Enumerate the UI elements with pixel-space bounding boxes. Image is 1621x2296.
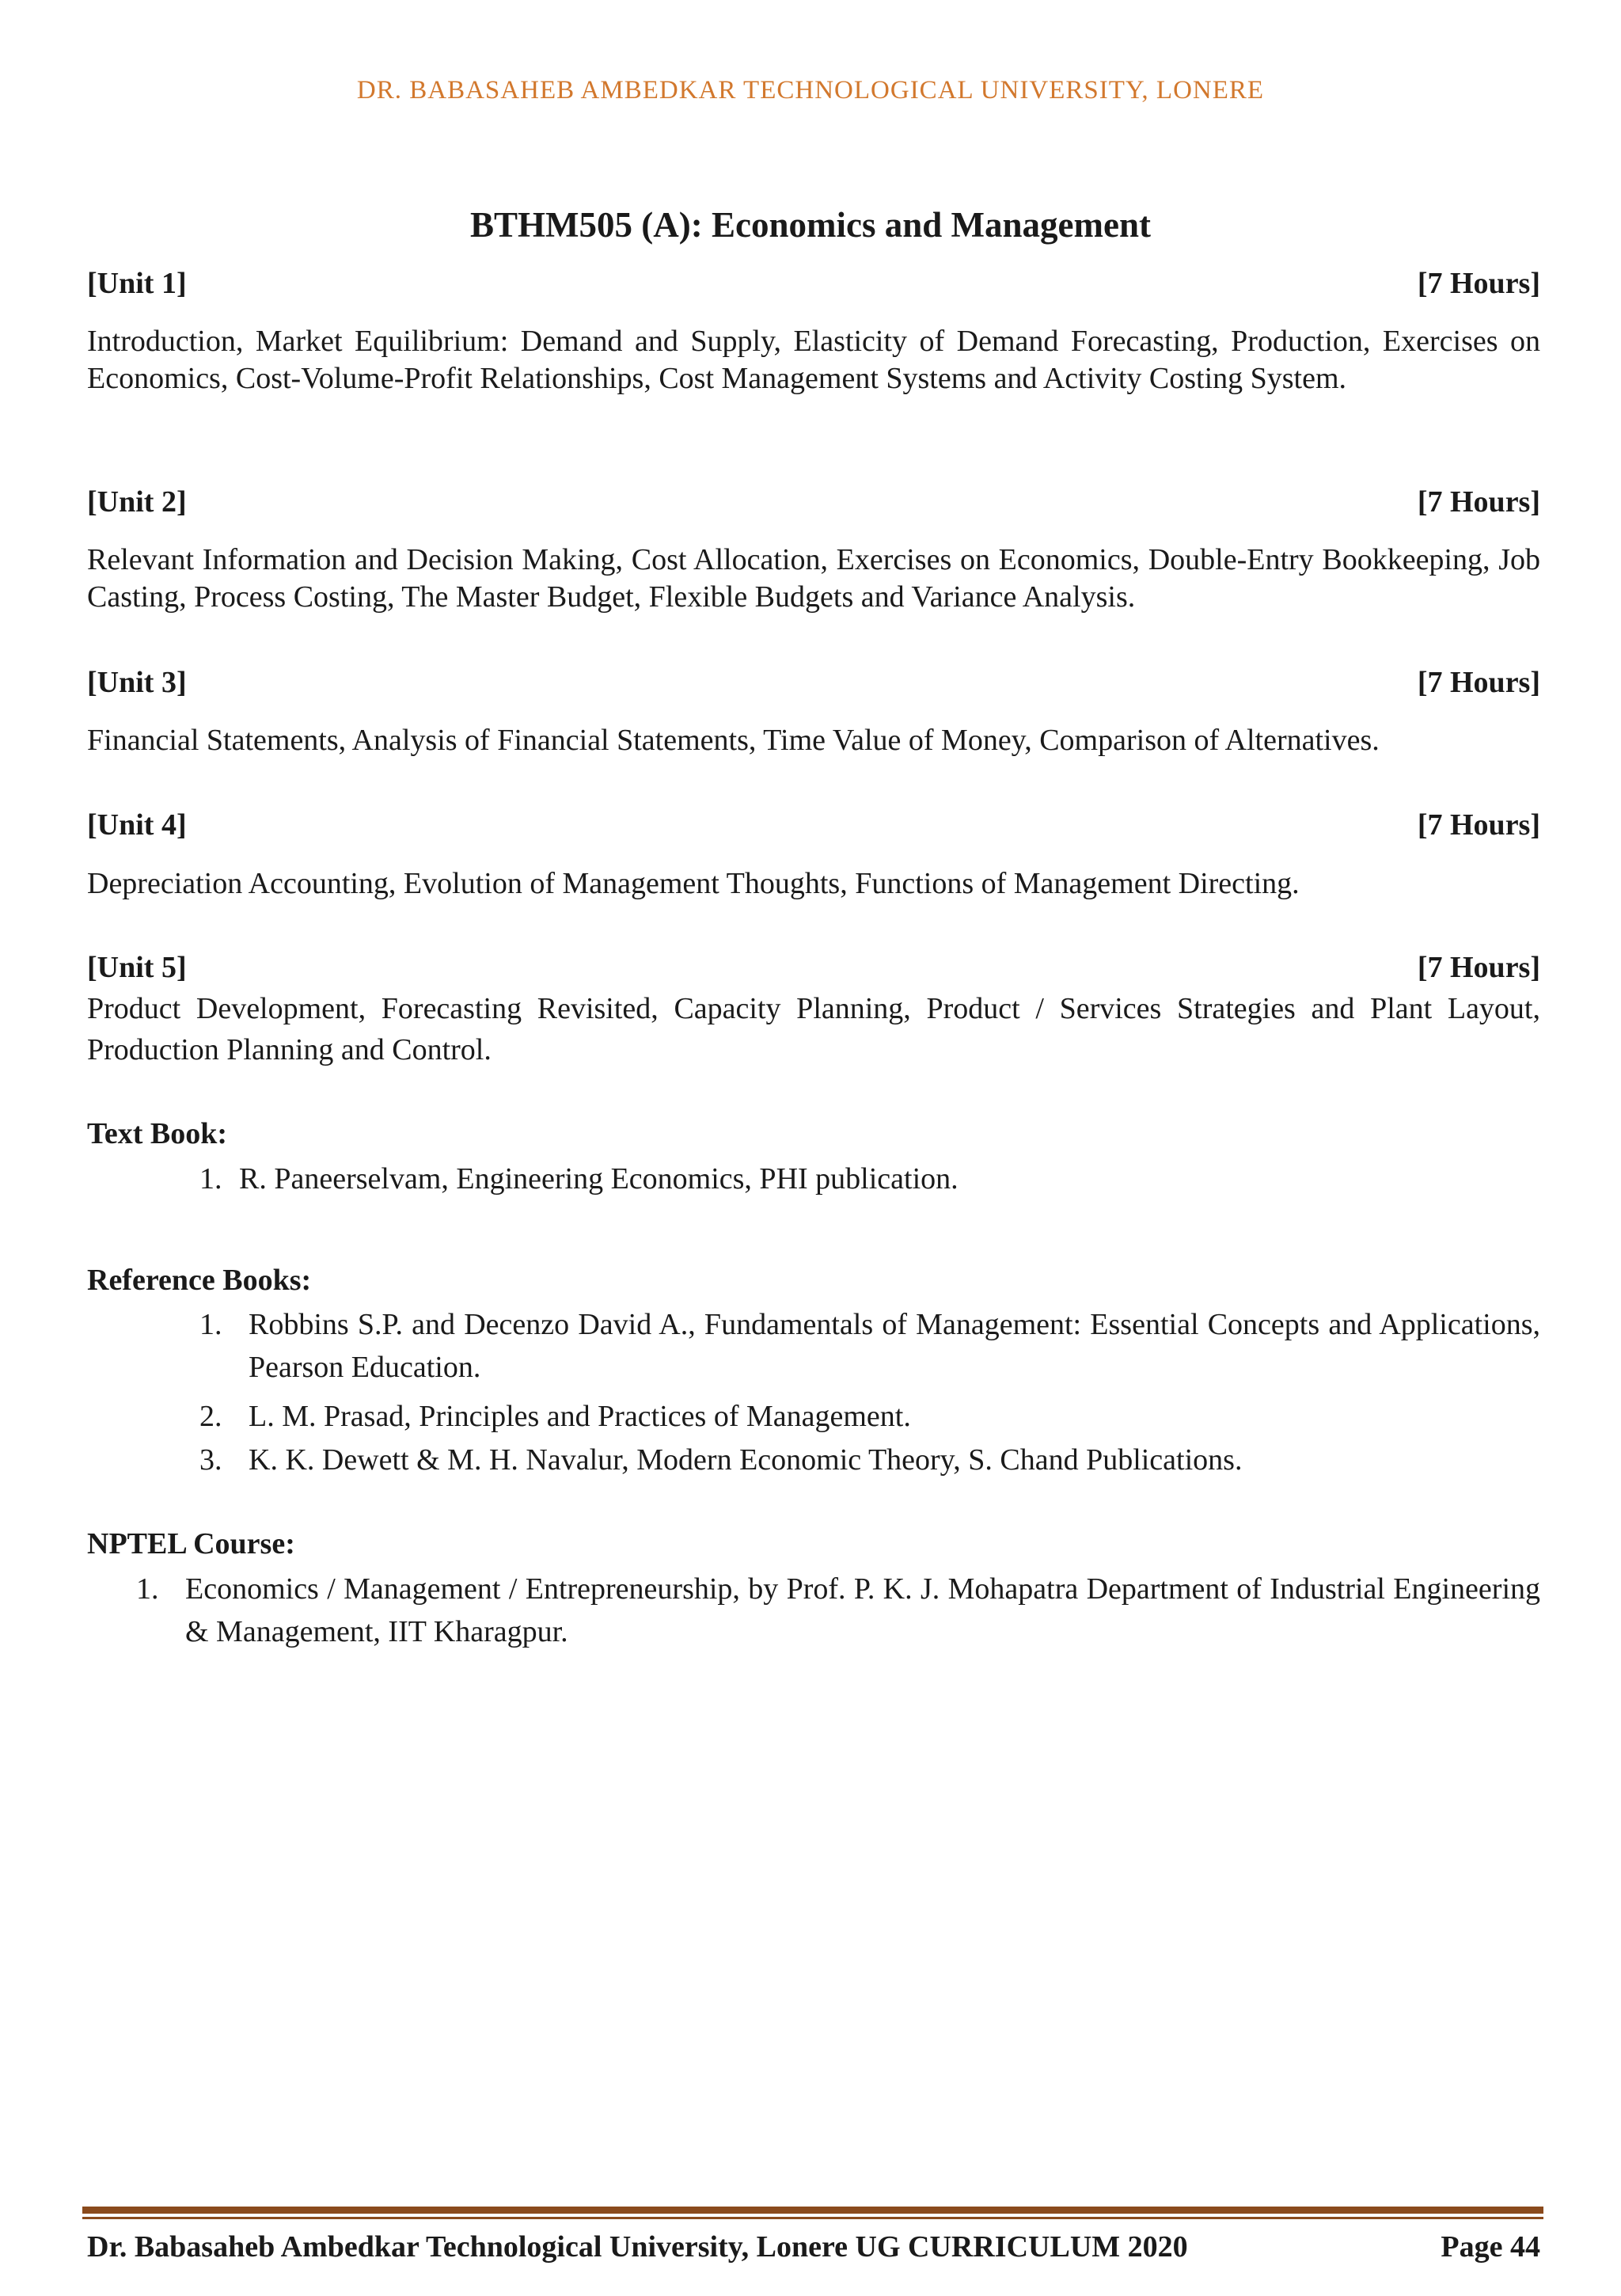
unit-hours: [7 Hours] <box>1417 951 1540 984</box>
list-text: Robbins S.P. and Decenzo David A., Fundamentals of Management: Essential Concepts and Applications, Pearson Education. <box>249 1308 1540 1384</box>
unit-2-content: Relevant Information and Decision Making, Cost Allocation, Exercises on Economics, Double-Entry Bookkeeping, Job Casting, Process Costing, The Master Budget, Flexible Budgets and Variance Analysis. <box>87 543 1540 614</box>
list-number: 3. <box>199 1443 222 1477</box>
nptel-heading: NPTEL Course: <box>87 1527 295 1560</box>
unit-label: [Unit 1] <box>87 267 187 300</box>
text-book-heading: Text Book: <box>87 1117 228 1150</box>
list-number: 1. <box>199 1162 222 1196</box>
reference-book-item <box>199 1303 1540 1389</box>
unit-5-content: Product Development, Forecasting Revisited, Capacity Planning, Product / Services Strategies and Plant Layout, Production Planning and Control. <box>87 992 1540 1066</box>
unit-1-header <box>87 266 1540 301</box>
unit-label: [Unit 3] <box>87 666 187 699</box>
unit-hours: [7 Hours] <box>1417 808 1540 842</box>
page-header: DR. BABASAHEB AMBEDKAR TECHNOLOGICAL UNIVERSITY, LONERE <box>356 76 1265 105</box>
footer-divider-thin <box>82 2217 1543 2219</box>
unit-2-header <box>87 485 1540 519</box>
footer-divider-thick <box>82 2207 1543 2214</box>
text-book-item <box>199 1158 1540 1200</box>
unit-3-header <box>87 665 1540 700</box>
list-number: 1. <box>199 1308 222 1341</box>
page-footer <box>87 2229 1540 2264</box>
unit-label: [Unit 2] <box>87 485 187 519</box>
nptel-item <box>136 1568 1540 1653</box>
list-number: 1. <box>136 1572 159 1606</box>
unit-hours: [7 Hours] <box>1417 267 1540 300</box>
reference-books-heading: Reference Books: <box>87 1264 312 1297</box>
unit-label: [Unit 4] <box>87 808 187 842</box>
list-text: K. K. Dewett & M. H. Navalur, Modern Economic Theory, S. Chand Publications. <box>249 1443 1243 1477</box>
list-text: R. Paneerselvam, Engineering Economics, PHI publication. <box>239 1162 959 1196</box>
unit-3-content: Financial Statements, Analysis of Financial Statements, Time Value of Money, Comparison of Alternatives. <box>87 724 1380 757</box>
unit-hours: [7 Hours] <box>1417 485 1540 519</box>
footer-university: Dr. Babasaheb Ambedkar Technological University, Lonere UG CURRICULUM 2020 <box>87 2230 1188 2264</box>
unit-label: [Unit 5] <box>87 951 187 984</box>
reference-book-item <box>199 1439 1540 1481</box>
list-number: 2. <box>199 1400 222 1433</box>
reference-book-item <box>199 1395 1540 1438</box>
unit-4-content: Depreciation Accounting, Evolution of Management Thoughts, Functions of Management Directing. <box>87 867 1300 900</box>
course-title: BTHM505 (A): Economics and Management <box>470 205 1151 245</box>
unit-hours: [7 Hours] <box>1417 666 1540 699</box>
unit-5-header <box>87 950 1540 985</box>
unit-1-content: Introduction, Market Equilibrium: Demand and Supply, Elasticity of Demand Forecasting, Production, Exercises on Economics, Cost-Volume-Profit Relationships, Cost Management Systems and Activity Costing System. <box>87 325 1540 395</box>
page-number: Page 44 <box>1441 2230 1540 2264</box>
unit-4-header <box>87 808 1540 842</box>
list-text: Economics / Management / Entrepreneurship, by Prof. P. K. J. Mohapatra Department of Industrial Engineering & Management, IIT Kharagpur. <box>185 1572 1540 1648</box>
list-text: L. M. Prasad, Principles and Practices of Management. <box>249 1400 911 1433</box>
